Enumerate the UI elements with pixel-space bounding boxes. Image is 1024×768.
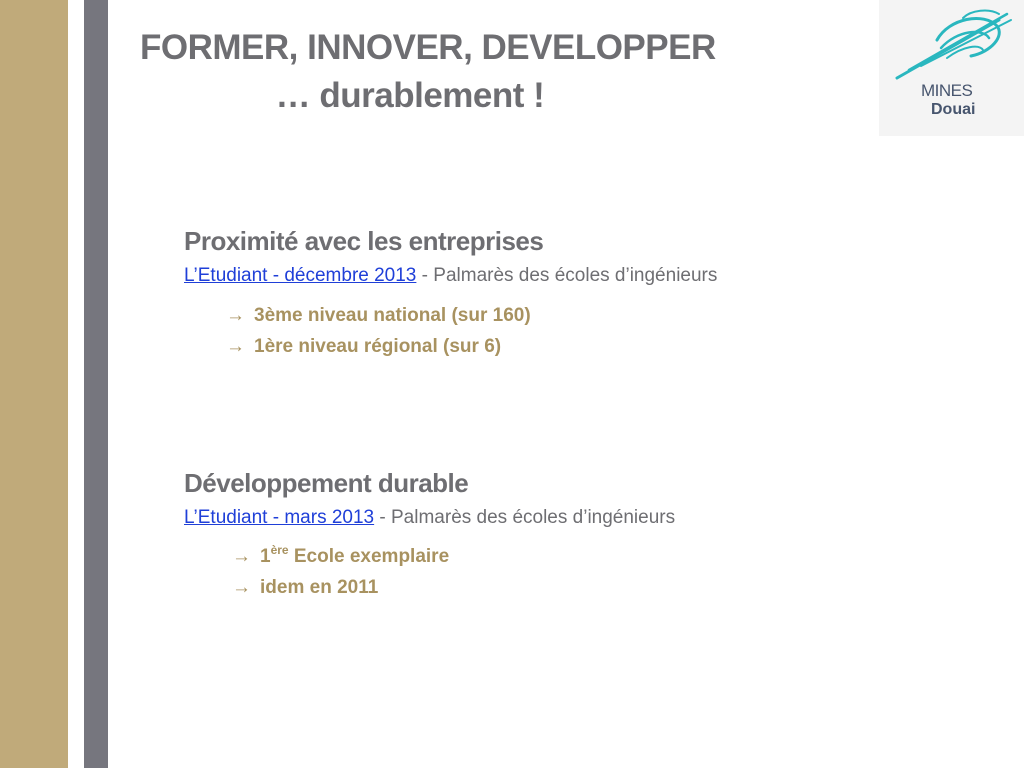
title-line-2: … durablement ! bbox=[275, 76, 545, 115]
side-bar-gap bbox=[68, 0, 84, 768]
source-link-mars-2013[interactable]: L’Etudiant - mars 2013 bbox=[184, 507, 375, 528]
source-rest-2: - Palmarès des écoles d’ingénieurs bbox=[374, 507, 676, 528]
logo-text-mines: MINES bbox=[921, 81, 973, 100]
source-link-decembre-2013[interactable]: L’Etudiant - décembre 2013 bbox=[184, 265, 417, 286]
gold-side-bar bbox=[0, 0, 68, 768]
section-heading-developpement-durable: Développement durable bbox=[184, 468, 469, 498]
arrow-right-icon: → bbox=[226, 336, 245, 357]
bullet-text-rest: Ecole exemplaire bbox=[288, 546, 450, 567]
bullet-text-main: 1 bbox=[260, 546, 271, 567]
slide-title bbox=[140, 24, 716, 120]
title-line-1: FORMER, INNOVER, DEVELOPPER bbox=[140, 28, 716, 67]
bullet-item bbox=[232, 543, 450, 568]
source-line-1 bbox=[184, 265, 717, 287]
bullet-item bbox=[226, 336, 501, 358]
grey-side-bar bbox=[84, 0, 108, 768]
arrow-right-icon: → bbox=[232, 546, 251, 567]
bullet-text: 3ème niveau national (sur 160) bbox=[254, 305, 531, 326]
arrow-right-icon: → bbox=[226, 305, 245, 326]
bullet-item bbox=[226, 305, 531, 327]
bullet-text: idem en 2011 bbox=[260, 577, 379, 598]
logo-text-douai: Douai bbox=[931, 101, 976, 118]
bullet-text-superscript: ère bbox=[270, 543, 289, 557]
bullet-item bbox=[232, 577, 378, 599]
source-line-2 bbox=[184, 507, 675, 529]
bullet-text: 1ère niveau régional (sur 6) bbox=[254, 336, 502, 357]
source-rest-1: - Palmarès des écoles d’ingénieurs bbox=[416, 265, 718, 286]
section-heading-proximite: Proximité avec les entreprises bbox=[184, 226, 544, 256]
arrow-right-icon: → bbox=[232, 577, 251, 598]
